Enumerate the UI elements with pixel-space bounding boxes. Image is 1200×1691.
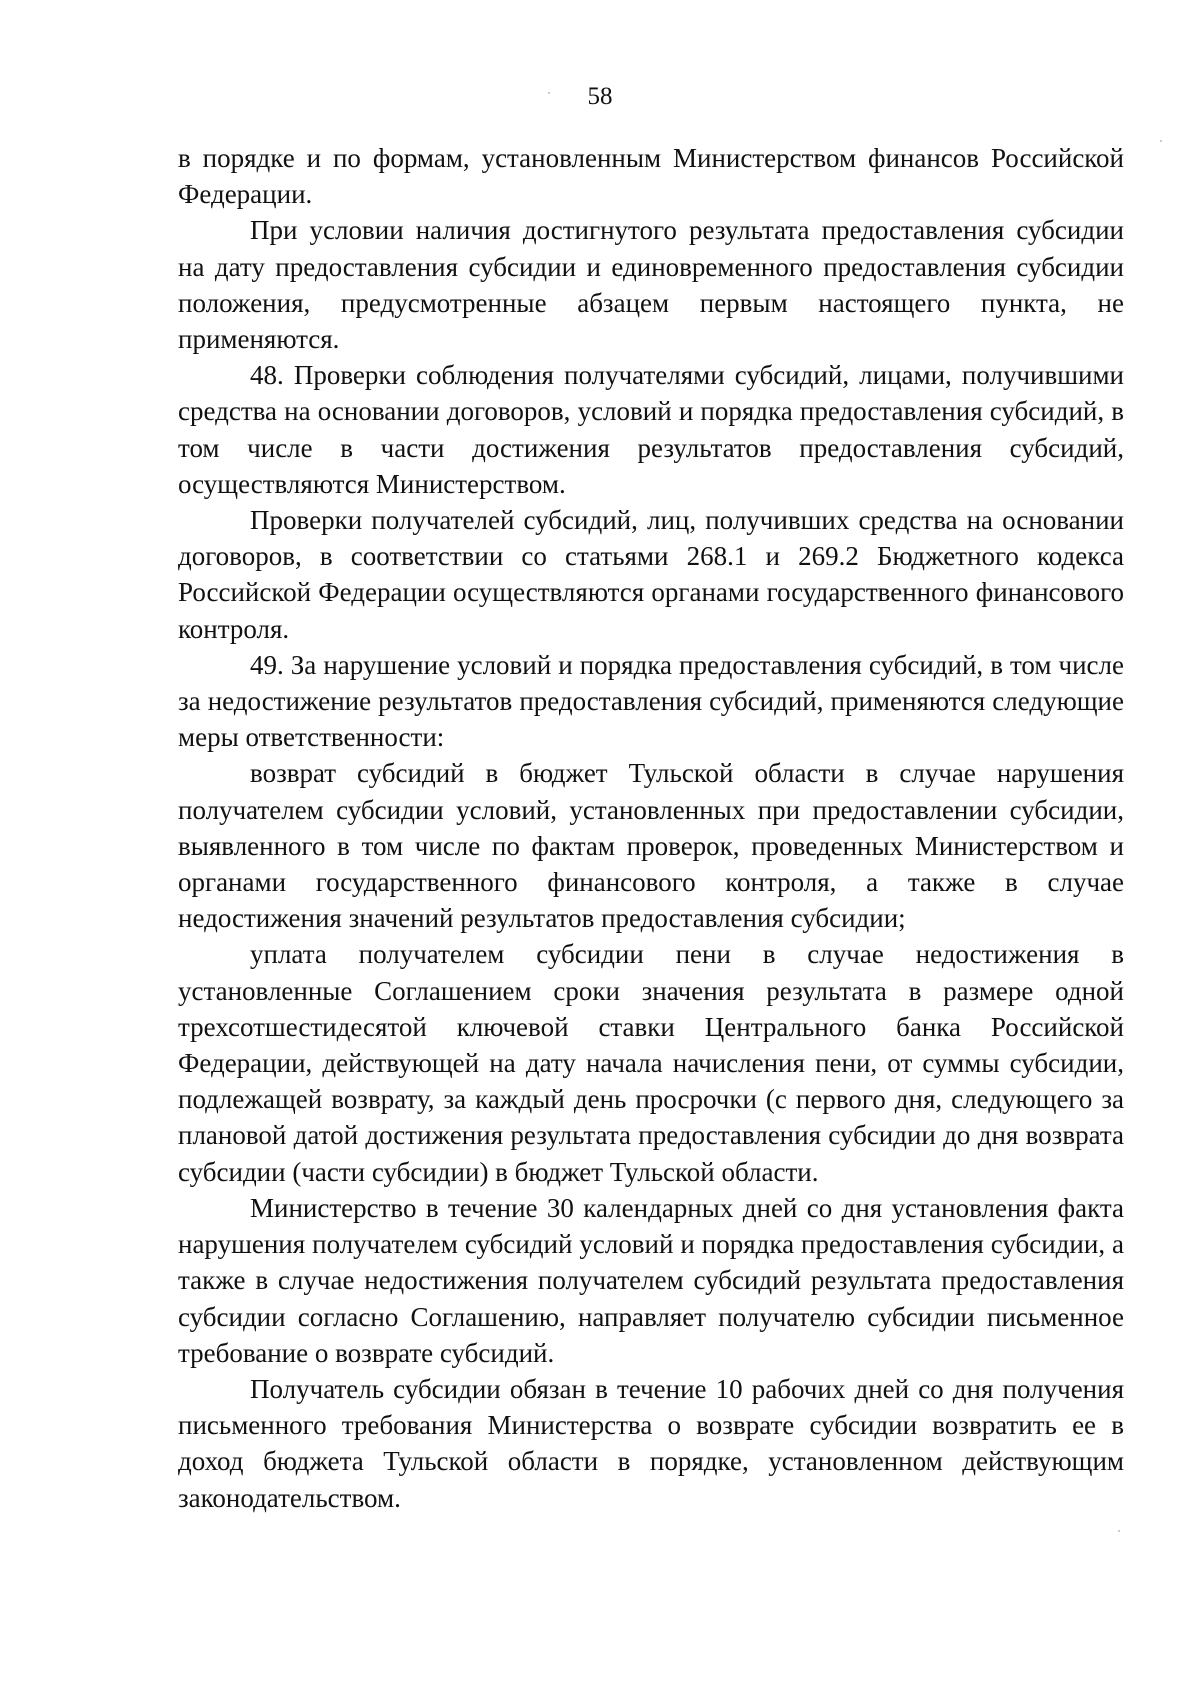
scan-speck bbox=[1118, 1530, 1120, 1532]
paragraph-item-48: 48. Проверки соблюдения получателями субсидий, лицами, получившими средства на основании договоров, условий и порядка предоставления субсидий, в том числе в части достижения результатов предоставления субсидий, осуществляются Министерством. bbox=[178, 360, 1124, 499]
scan-speck bbox=[548, 92, 550, 94]
paragraph-result-exception: При условии наличия достигнутого результата предоставления субсидии на дату предоставления субсидии и единовременного предоставления субсидии положения, предусмотренные абзацем первым настоящего пункта, не применяются. bbox=[178, 215, 1124, 355]
document-body bbox=[178, 140, 1124, 1516]
paragraph-audit-bodies: Проверки получателей субсидий, лиц, получивших средства на основании договоров, в соответствии со статьями 268.1 и 269.2 Бюджетного кодекса Российской Федерации осуществляются органами государственного финансового контроля. bbox=[178, 505, 1124, 644]
paragraph-recipient-obligation: Получатель субсидии обязан в течение 10 рабочих дней со дня получения письменного требования Министерства о возврате субсидии возвратить ее в доход бюджета Тульской области в порядке, установленном действующим законодательством. bbox=[178, 1373, 1124, 1513]
paragraph-refund-measure: возврат субсидий в бюджет Тульской области в случае нарушения получателем субсидии условий, установленных при предоставлении субсидии, выявленного в том числе по фактам проверок, проведенных Министерством и органами государственного финансового контроля, а также в случае недостижения значений результатов предоставления субсидии; bbox=[178, 758, 1124, 934]
paragraph-penalty-measure: уплата получателем субсидии пени в случае недостижения в установленные Соглашением сроки значения результата в размере одной трехсотшестидесятой ключевой ставки Центрального банка Российской Федерации, действующей на дату начала начисления пени, от суммы субсидии, подлежащей возврату, за каждый день просрочки (с первого дня, следующего за плановой датой достижения результата предоставления субсидии до дня возврата субсидии (части субсидии) в бюджет Тульской области. bbox=[178, 939, 1124, 1187]
paragraph-item-49: 49. За нарушение условий и порядка предоставления субсидий, в том числе за недостижение результатов предоставления субсидий, применяются следующие меры ответственности: bbox=[178, 649, 1124, 753]
paragraph-continuation: в порядке и по формам, установленным Министерством финансов Российской Федерации. bbox=[178, 143, 1124, 210]
paragraph-ministry-demand: Министерство в течение 30 календарных дней со дня установления факта нарушения получателем субсидий условий и порядка предоставления субсидии, а также в случае недостижения получателем субсидий результата предоставления субсидии согласно Соглашению, направляет получателю субсидии письменное требование о возврате субсидий. bbox=[178, 1192, 1124, 1368]
page-number: 58 bbox=[587, 83, 613, 110]
scan-speck bbox=[1160, 140, 1162, 142]
